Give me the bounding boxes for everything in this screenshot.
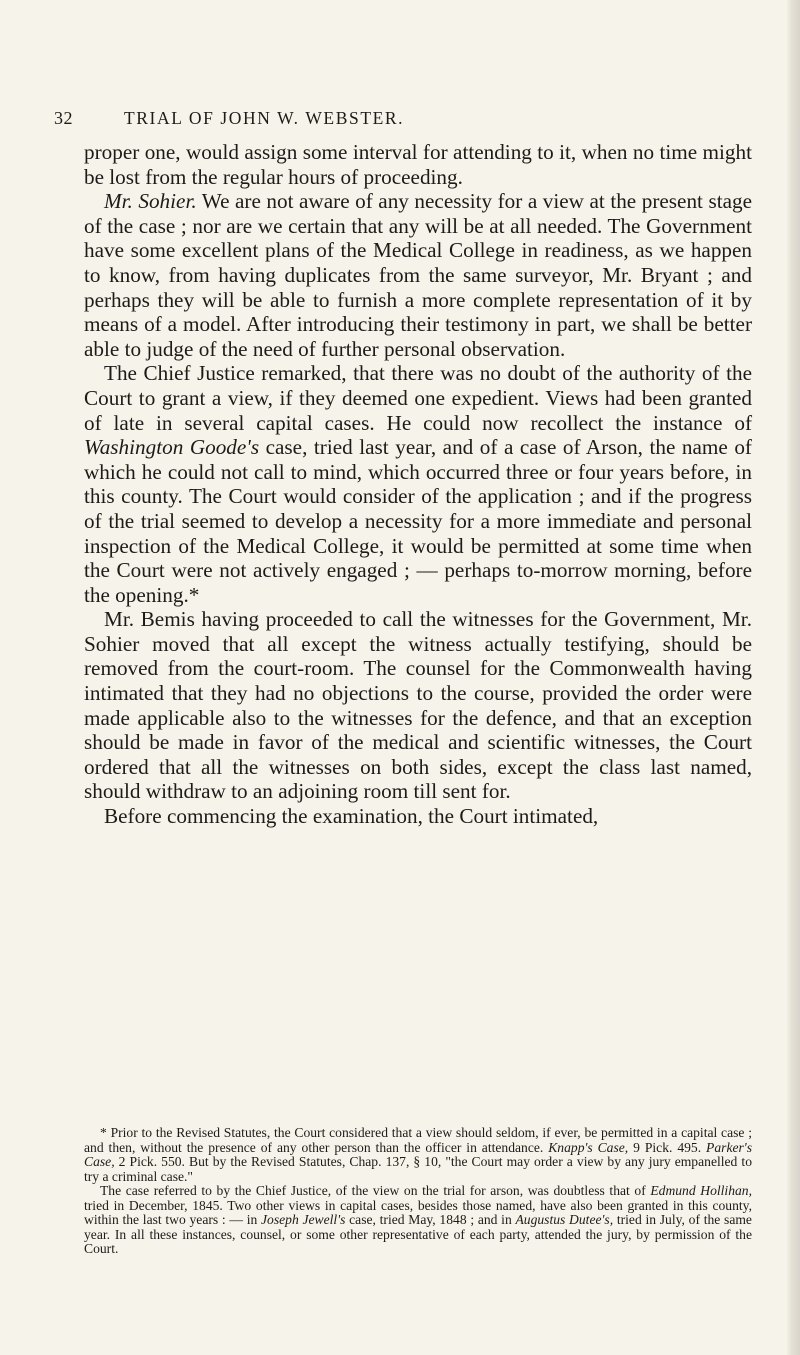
case-name: Joseph Jewell's <box>261 1212 346 1227</box>
footnotes <box>84 1126 752 1257</box>
page-header <box>54 108 744 132</box>
case-name: Knapp's Case, <box>548 1139 629 1155</box>
paragraph-text: Before commencing the examination, the Court intimated, <box>104 804 599 829</box>
footnote <box>84 1126 752 1184</box>
running-title: TRIAL OF JOHN W. WEBSTER. <box>124 108 405 128</box>
footnote-text: tried in July, of the same year. In all these instances, counsel, or some other representative of each party, attended the jury, by permission of the Court. <box>84 1212 752 1256</box>
paragraph <box>84 361 752 607</box>
case-name: Augustus Dutee's, <box>515 1212 614 1227</box>
footnote-text: tried in December, 1845. Two other views in capital cases, besides those named, have also been granted in this county, within the last two years : — in <box>84 1197 752 1227</box>
case-name: Parker's Case, <box>84 1139 752 1169</box>
footnote-text: 9 Pick. 495. <box>628 1139 707 1155</box>
footnote <box>84 1184 752 1257</box>
footnote-text: * Prior to the Revised Statutes, the Court considered that a view should seldom, if ever, be permitted in a capital case ; and then, without the presence of any other person than the officer in attendance. <box>84 1125 752 1155</box>
paragraph-text: We are not aware of any necessity for a view at the present stage of the case ; nor are we certain that any will be at all needed. The Government have some excellent plans of the Medical College in readiness, as we happen to know, from having duplicates from the same surveyor, Mr. Bryant ; and perhaps they will be able to furnish a more complete representation of it by means of a model. After introducing their testimony in part, we shall be better able to judge of the need of further personal observation. <box>84 189 752 361</box>
speaker-name: Mr. Sohier. <box>104 189 197 214</box>
footnote-text: case, tried May, 1848 ; and in <box>345 1212 516 1227</box>
paragraph <box>84 607 752 804</box>
paragraph <box>84 140 752 189</box>
paragraph-text: case, tried last year, and of a case of Arson, the name of which he could not call to mind, which occurred three or four years before, in this county. The Court would consider of the application ; and if the progress of the trial seemed to develop a necessity for a more immediate and personal inspection of the Medical College, it would be permitted at some time when the Court were not actively engaged ; — perhaps to-morrow morning, before the opening.* <box>84 435 752 607</box>
case-name: Washington Goode's <box>84 435 260 460</box>
footnote-text: The case referred to by the Chief Justice, of the view on the trial for arson, was doubtless that of <box>100 1183 651 1198</box>
page-edge <box>786 0 800 1355</box>
paragraph-text: Mr. Bemis having proceeded to call the witnesses for the Government, Mr. Sohier moved that all except the witness actually testifying, should be removed from the court-room. The counsel for the Commonwealth having intimated that they had no objections to the course, provided the order were made applicable also to the witnesses for the defence, and that an exception should be made in favor of the medical and scientific witnesses, the Court ordered that all the witnesses on both sides, except the class last named, should withdraw to an adjoining room till sent for. <box>84 607 752 804</box>
paragraph <box>84 189 752 361</box>
page-number: 32 <box>54 108 73 128</box>
body-text <box>84 140 752 829</box>
paragraph-text: proper one, would assign some interval for attending to it, when no time might be lost from the regular hours of proceeding. <box>84 140 752 189</box>
paragraph <box>84 804 752 829</box>
case-name: Edmund Hollihan, <box>650 1183 752 1198</box>
paragraph-text: The Chief Justice remarked, that there was no doubt of the authority of the Court to grant a view, if they deemed one expedient. Views had been granted of late in several capital cases. He could now recollect the instance of <box>84 361 752 435</box>
footnote-text: 2 Pick. 550. But by the Revised Statutes, Chap. 137, § 10, "the Court may order a view by any jury empanelled to try a criminal case." <box>84 1154 752 1184</box>
